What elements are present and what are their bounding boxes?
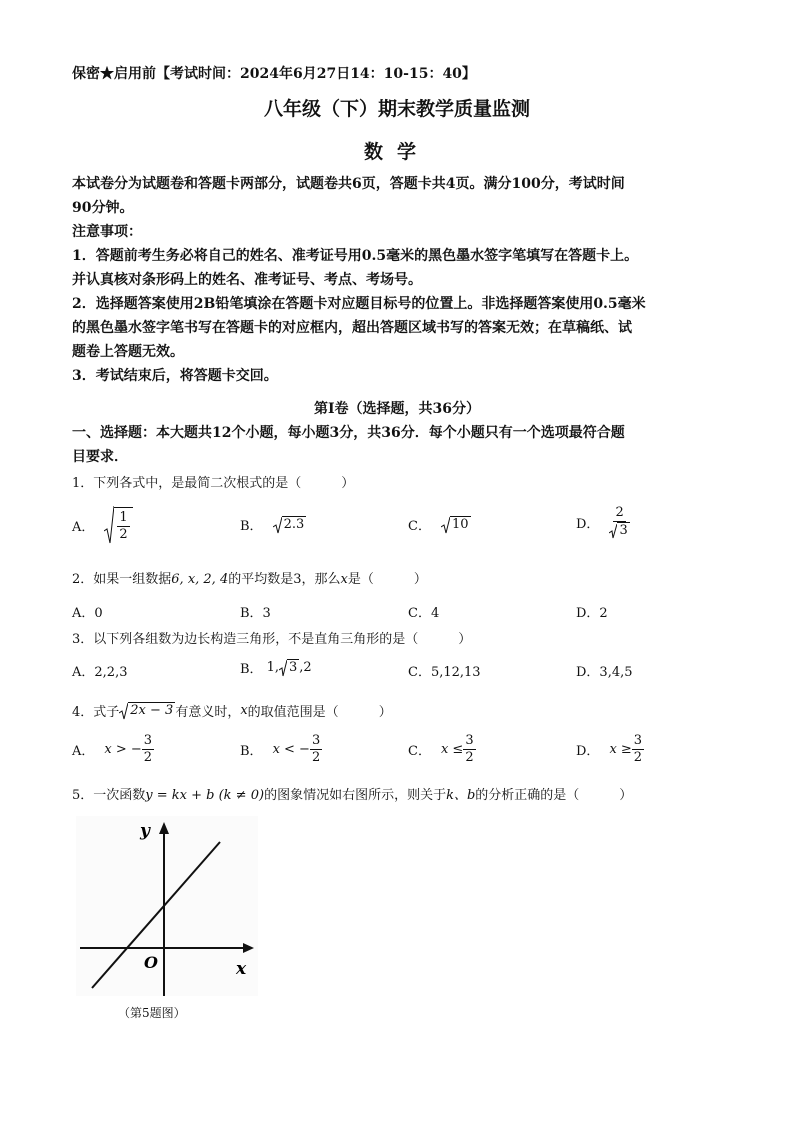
fraction — [632, 733, 644, 766]
question-close: ） — [341, 476, 355, 491]
radical-sign-icon — [104, 505, 114, 545]
section-line: 一、选择题：本大题共12个小题，每小题3分，共36分．每个小题只有一个选项最符合题 — [72, 425, 625, 441]
q2-option-c: C．4 — [408, 606, 440, 621]
value: 1, — [266, 660, 279, 675]
inequality: x ≤ — [440, 742, 464, 757]
question-text: 的图象情况如右图所示，则关于 — [264, 788, 447, 803]
question-close: ） — [378, 705, 392, 720]
question-4-stem — [72, 701, 392, 720]
x-axis-label: x — [236, 959, 247, 979]
radicand: 3 — [619, 523, 628, 538]
denominator: 2 — [311, 750, 321, 765]
value: ,2 — [299, 660, 312, 675]
question-5-stem — [72, 784, 632, 803]
question-text: 的分析正确的是（ — [475, 788, 580, 803]
q3-option-d: D．3,4,5 — [576, 665, 633, 680]
notice-title: 注意事项： — [72, 224, 142, 240]
radical-sign-icon — [273, 516, 282, 534]
option-label: D． — [576, 516, 600, 532]
figure-background — [76, 816, 258, 996]
notice-item: 题卷上答题无效。 — [72, 344, 184, 360]
question-text: 2．如果一组数据 — [72, 572, 172, 587]
exam-header: 保密★启用前【考试时间：2024年6月27日14：10-15：40】 — [72, 66, 476, 82]
option-label: B． — [240, 744, 263, 759]
question-text: 的取值范围是（ — [247, 705, 339, 720]
radicand: 2.3 — [283, 517, 305, 532]
question-text: 有意义时， — [175, 705, 241, 720]
q4-option-d — [576, 733, 644, 766]
option-label: B． — [240, 662, 263, 677]
q3-option-b — [240, 658, 312, 677]
sqrt-expression — [441, 516, 471, 534]
intro-line: 本试卷分为试题卷和答题卡两部分，试题卷共6页，答题卡共4页。满分100分，考试时间 — [72, 176, 625, 192]
origin-label: O — [144, 953, 158, 972]
variables: k、b — [446, 788, 476, 803]
fraction — [114, 507, 132, 543]
numerator: 3 — [311, 733, 321, 748]
fraction — [463, 733, 475, 766]
q1-option-b — [240, 515, 306, 534]
q2-option-a: A．0 — [72, 606, 103, 621]
numerator: 2 — [615, 505, 624, 520]
option-label: C． — [408, 519, 431, 534]
question-text: 的平均数是3，那么 — [228, 572, 341, 587]
sqrt-expression — [273, 516, 307, 534]
q3-option-c: C．5,12,13 — [408, 665, 481, 680]
radicand: 10 — [451, 517, 469, 532]
radical-sign-icon — [609, 523, 617, 539]
radical-sign-icon — [441, 516, 450, 534]
denominator: 2 — [119, 527, 128, 542]
sqrt-expression — [279, 659, 299, 677]
question-text: 1．下列各式中，是最简二次根式的是（ — [72, 476, 302, 491]
numerator: 1 — [119, 510, 128, 525]
q2-option-d: D．2 — [576, 606, 608, 621]
inequality: x ≥ — [609, 742, 632, 757]
question-2-stem — [72, 568, 427, 587]
question-close: ） — [413, 572, 427, 587]
notice-item: 并认真核对条形码上的姓名、准考证号、考点、考场号。 — [72, 272, 422, 288]
variable: x — [240, 703, 248, 718]
data-values: 6, x, 2, 4 — [171, 572, 229, 587]
section-heading — [72, 421, 727, 469]
intro-line: 90分钟。 — [72, 200, 134, 216]
section-line: 目要求． — [72, 449, 128, 465]
question-text: 5．一次函数 — [72, 788, 146, 803]
option-label: C． — [408, 744, 431, 759]
fraction — [609, 505, 629, 539]
part-title: 第Ⅰ卷（选择题，共36分） — [313, 401, 481, 417]
q4-option-a — [72, 733, 154, 766]
q2-option-b: B．3 — [240, 606, 271, 621]
denominator: 2 — [633, 750, 643, 765]
intro — [72, 172, 727, 388]
y-axis-label: y — [140, 821, 150, 841]
sqrt-expression — [119, 702, 175, 720]
question-text: 是（ — [347, 572, 374, 587]
option-label: D． — [576, 744, 600, 759]
inequality: x > − — [104, 742, 142, 757]
numerator: 3 — [633, 733, 643, 748]
radicand: 3 — [288, 660, 298, 675]
radical-sign-icon — [119, 702, 128, 720]
radical-sign-icon — [279, 659, 287, 677]
option-label: B． — [240, 519, 263, 534]
denominator: 2 — [143, 750, 153, 765]
question-close: ） — [619, 788, 633, 803]
fraction — [142, 733, 154, 766]
sqrt-expression — [609, 522, 629, 539]
variable: x — [340, 572, 348, 587]
radicand: 2x − 3 — [130, 703, 174, 718]
denominator: 2 — [465, 750, 474, 765]
q1-option-c — [408, 515, 471, 534]
question-3-stem — [72, 628, 471, 647]
q1-option-a — [72, 505, 133, 545]
linear-function-graph — [72, 812, 262, 1002]
notice-item: 3．考试结束后，将答题卡交回。 — [72, 368, 278, 384]
option-label: A． — [72, 744, 95, 759]
notice-item: 的黑色墨水签字笔书写在答题卡的对应框内，超出答题区域书写的答案无效；在草稿纸、试 — [72, 320, 632, 336]
sqrt-expression — [104, 505, 132, 545]
function-expression: y = kx + b (k ≠ 0) — [145, 788, 265, 803]
option-label: A． — [72, 519, 95, 535]
figure-caption: （第5题图） — [118, 1006, 186, 1020]
subject-title: 数学 — [363, 141, 430, 163]
q4-option-b — [240, 733, 322, 766]
q4-option-c — [408, 733, 476, 766]
inequality: x < − — [272, 742, 310, 757]
notice-item: 1．答题前考生务必将自己的姓名、准考证号用0.5毫米的黑色墨水签字笔填写在答题卡上。 — [72, 248, 639, 264]
fraction — [310, 733, 322, 766]
numerator: 3 — [465, 733, 474, 748]
q1-option-d — [576, 505, 630, 539]
question-close: ） — [458, 632, 472, 647]
notice-item: 2．选择题答案使用2B铅笔填涂在答题卡对应题目标号的位置上。非选择题答案使用0.5毫米 — [72, 296, 646, 312]
question-1-stem — [72, 472, 354, 491]
question-text: 3．以下列各组数为边长构造三角形，不是直角三角形的是（ — [72, 632, 419, 647]
q3-option-a: A．2,2,3 — [72, 665, 128, 680]
question-text: 4．式子 — [72, 705, 120, 720]
numerator: 3 — [143, 733, 153, 748]
exam-title: 八年级（下）期末教学质量监测 — [263, 98, 530, 120]
